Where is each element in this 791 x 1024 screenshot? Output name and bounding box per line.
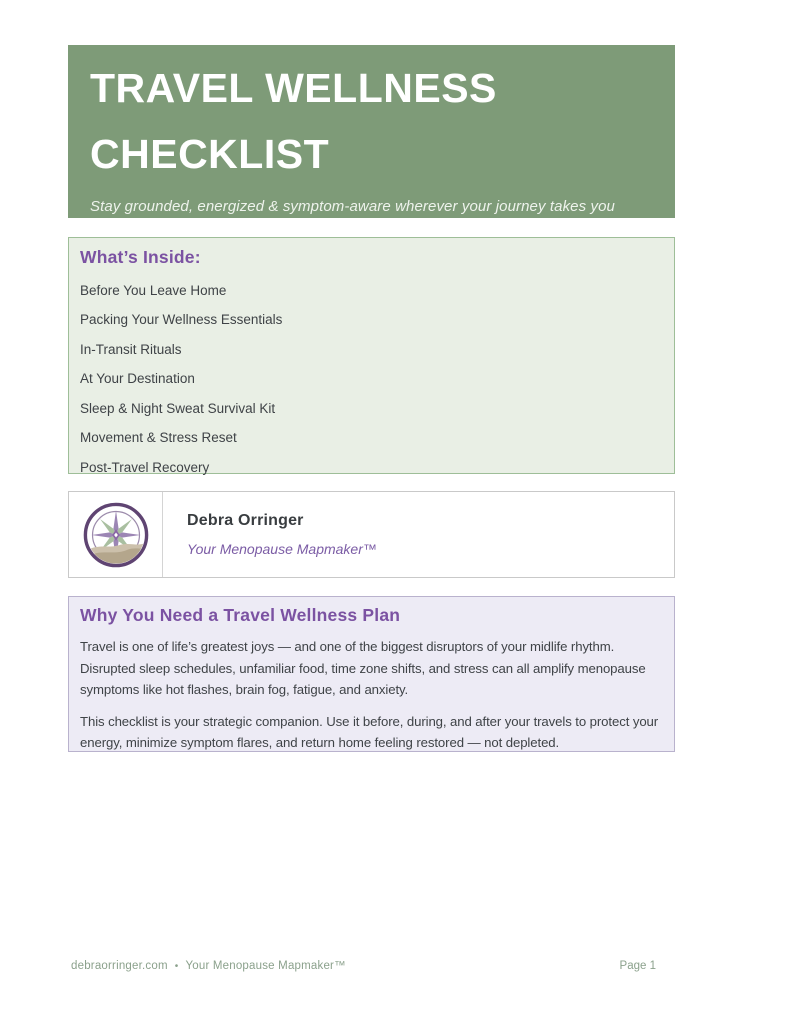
why-section-paragraphs (80, 636, 663, 754)
footer-site-text: debraorringer.com (71, 960, 168, 972)
list-item: At Your Destination (80, 371, 195, 386)
whats-inside-list (80, 284, 663, 475)
author-tagline: Your Menopause Mapmaker™ (187, 541, 377, 557)
footer-tagline: Your Menopause Mapmaker™ (185, 960, 346, 972)
list-item: Post-Travel Recovery (80, 459, 210, 475)
author-name: Debra Orringer (187, 512, 304, 529)
whats-inside-box (68, 237, 675, 474)
footer-brand-line (68, 960, 346, 972)
whats-inside-heading: What’s Inside: (80, 247, 201, 267)
footer-page-number: Page 1 (619, 960, 656, 972)
list-item: Before You Leave Home (80, 282, 227, 298)
page-subtitle: Stay grounded, energized & symptom-aware wherever your journey takes you (90, 198, 615, 215)
header-banner (68, 45, 675, 218)
list-item: In-Transit Rituals (80, 341, 182, 357)
list-item: Movement & Stress Reset (80, 430, 237, 445)
author-text-block (163, 492, 674, 577)
why-section-box (68, 596, 675, 752)
author-card (68, 491, 675, 578)
page-title (90, 55, 653, 187)
footer-separator: • (174, 961, 179, 972)
compass-rose-icon (82, 501, 150, 569)
list-item: Packing Your Wellness Essentials (80, 312, 283, 327)
why-paragraph: Travel is one of life’s greatest joys — and one of the biggest disruptors of your midlife rhythm. Disrupted sleep schedules, unfamiliar food, time zone shifts, and stress can all amplify menopause symptoms like hot flashes, brain fog, fatigue, and anxiety. (80, 639, 646, 697)
why-paragraph: This checklist is your strategic companion. Use it before, during, and after your travels to protect your energy, minimize symptom flares, and return home feeling restored — not depleted. (80, 713, 659, 750)
why-section-heading: Why You Need a Travel Wellness Plan (80, 605, 401, 625)
brand-logo (69, 492, 163, 577)
page-footer (68, 960, 675, 972)
list-item: Sleep & Night Sweat Survival Kit (80, 400, 276, 416)
page-title-line2: CHECKLIST (90, 131, 330, 177)
page-title-line1: TRAVEL WELLNESS (90, 65, 497, 111)
